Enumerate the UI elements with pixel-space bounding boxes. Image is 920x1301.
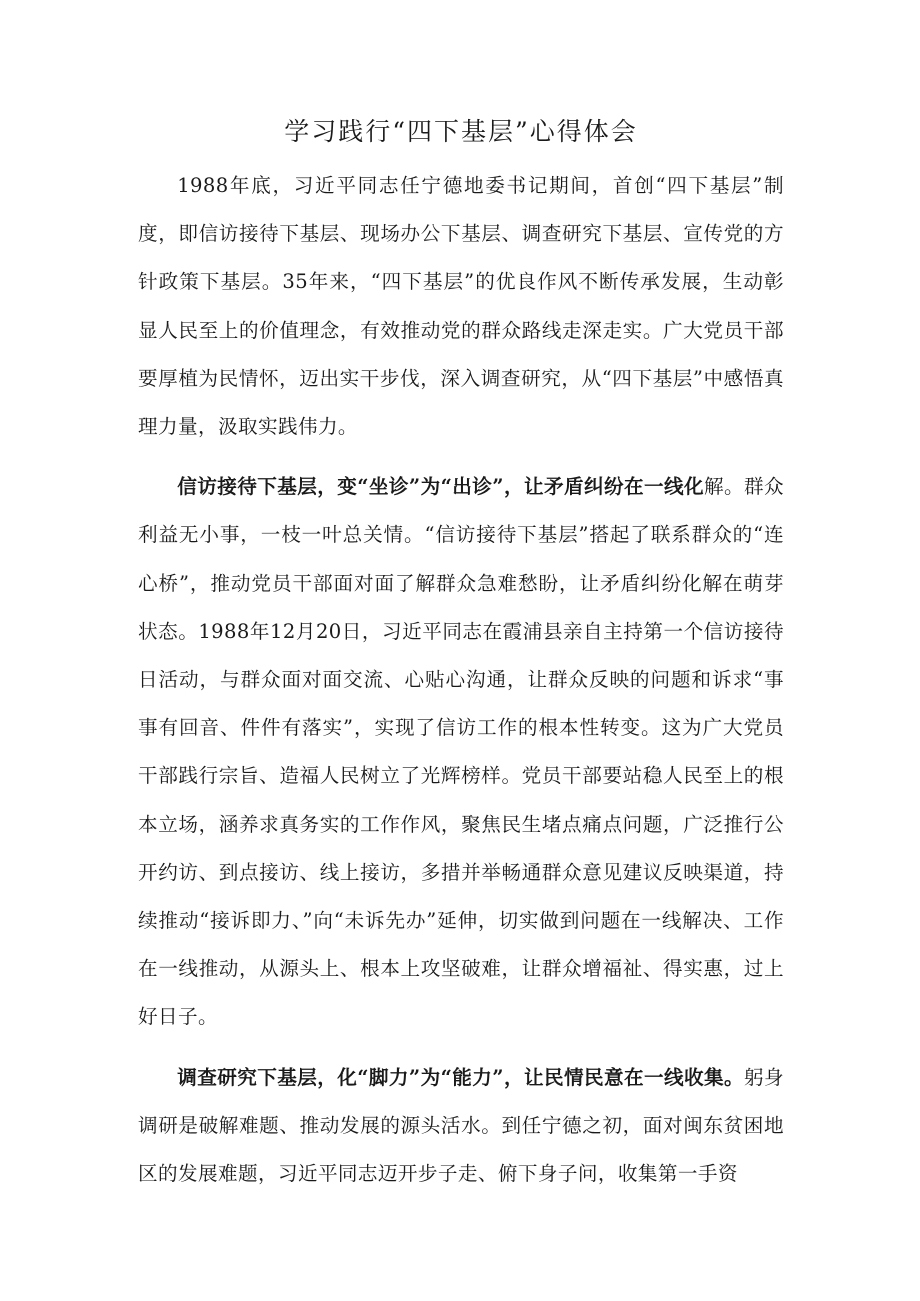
document-page bbox=[138, 108, 784, 1210]
intro-paragraph: 1988年底，习近平同志任宁德地委书记期间，首创“四下基层”制度，即信访接待下基层、现场办公下基层、调查研究下基层、宣传党的方针政策下基层。35年来，“四下基层”的优良作风不断传承发展，生动彰显人民至上的价值理念，有效推动党的群众路线走深走实。广大党员干部要厚植为民情怀，迈出实干步伐，深入调查研究，从“四下基层”中感悟真理力量，汲取实践伟力。 bbox=[138, 174, 784, 439]
document-title: 学习践行“四下基层”心得体会 bbox=[284, 117, 638, 146]
section2-paragraph bbox=[138, 1054, 784, 1199]
section2-body: 躬身调研是破解难题、推动发展的源头活水。到任宁德之初，面对闽东贫困地区的发展难题，习近平同志迈开步子走、俯下身子问，收集第一手资 bbox=[138, 1065, 784, 1186]
section1-paragraph bbox=[138, 463, 784, 1041]
section1-body: 群众利益无小事，一枝一叶总关情。“信访接待下基层”搭起了联系群众的“连心桥”，推动党员干部面对面了解群众急难愁盼，让矛盾纠纷化解在萌芽状态。1988年12月20日，习近平同志在霞浦县亲自主持第一个信访接待日活动，与群众面对面交流、心贴心沟通，让群众反映的问题和诉求“事事有回音、件件有落实”，实现了信访工作的根本性转变。这为广大党员干部践行宗旨、造福人民树立了光辉榜样。党员干部要站稳人民至上的根本立场，涵养求真务实的工作作风，聚焦民生堵点痛点问题，广泛推行公开约访、到点接访、线上接访，多措并举畅通群众意见建议反映渠道，持续推动“接诉即力、”向“未诉先办”延伸，切实做到问题在一线解决、工作在一线推动，从源头上、根本上攻坚破难，让群众增福祉、得实惠，过上好日子。 bbox=[138, 475, 784, 1029]
section1-heading: 信访接待下基层，变“坐诊”为“出诊”，让矛盾纠纷在一线化 bbox=[177, 475, 704, 499]
section1-heading-tail: 解。 bbox=[703, 475, 744, 499]
section2-heading: 调查研究下基层，化“脚力”为“能力”，让民情民意在一线收集。 bbox=[177, 1065, 744, 1089]
